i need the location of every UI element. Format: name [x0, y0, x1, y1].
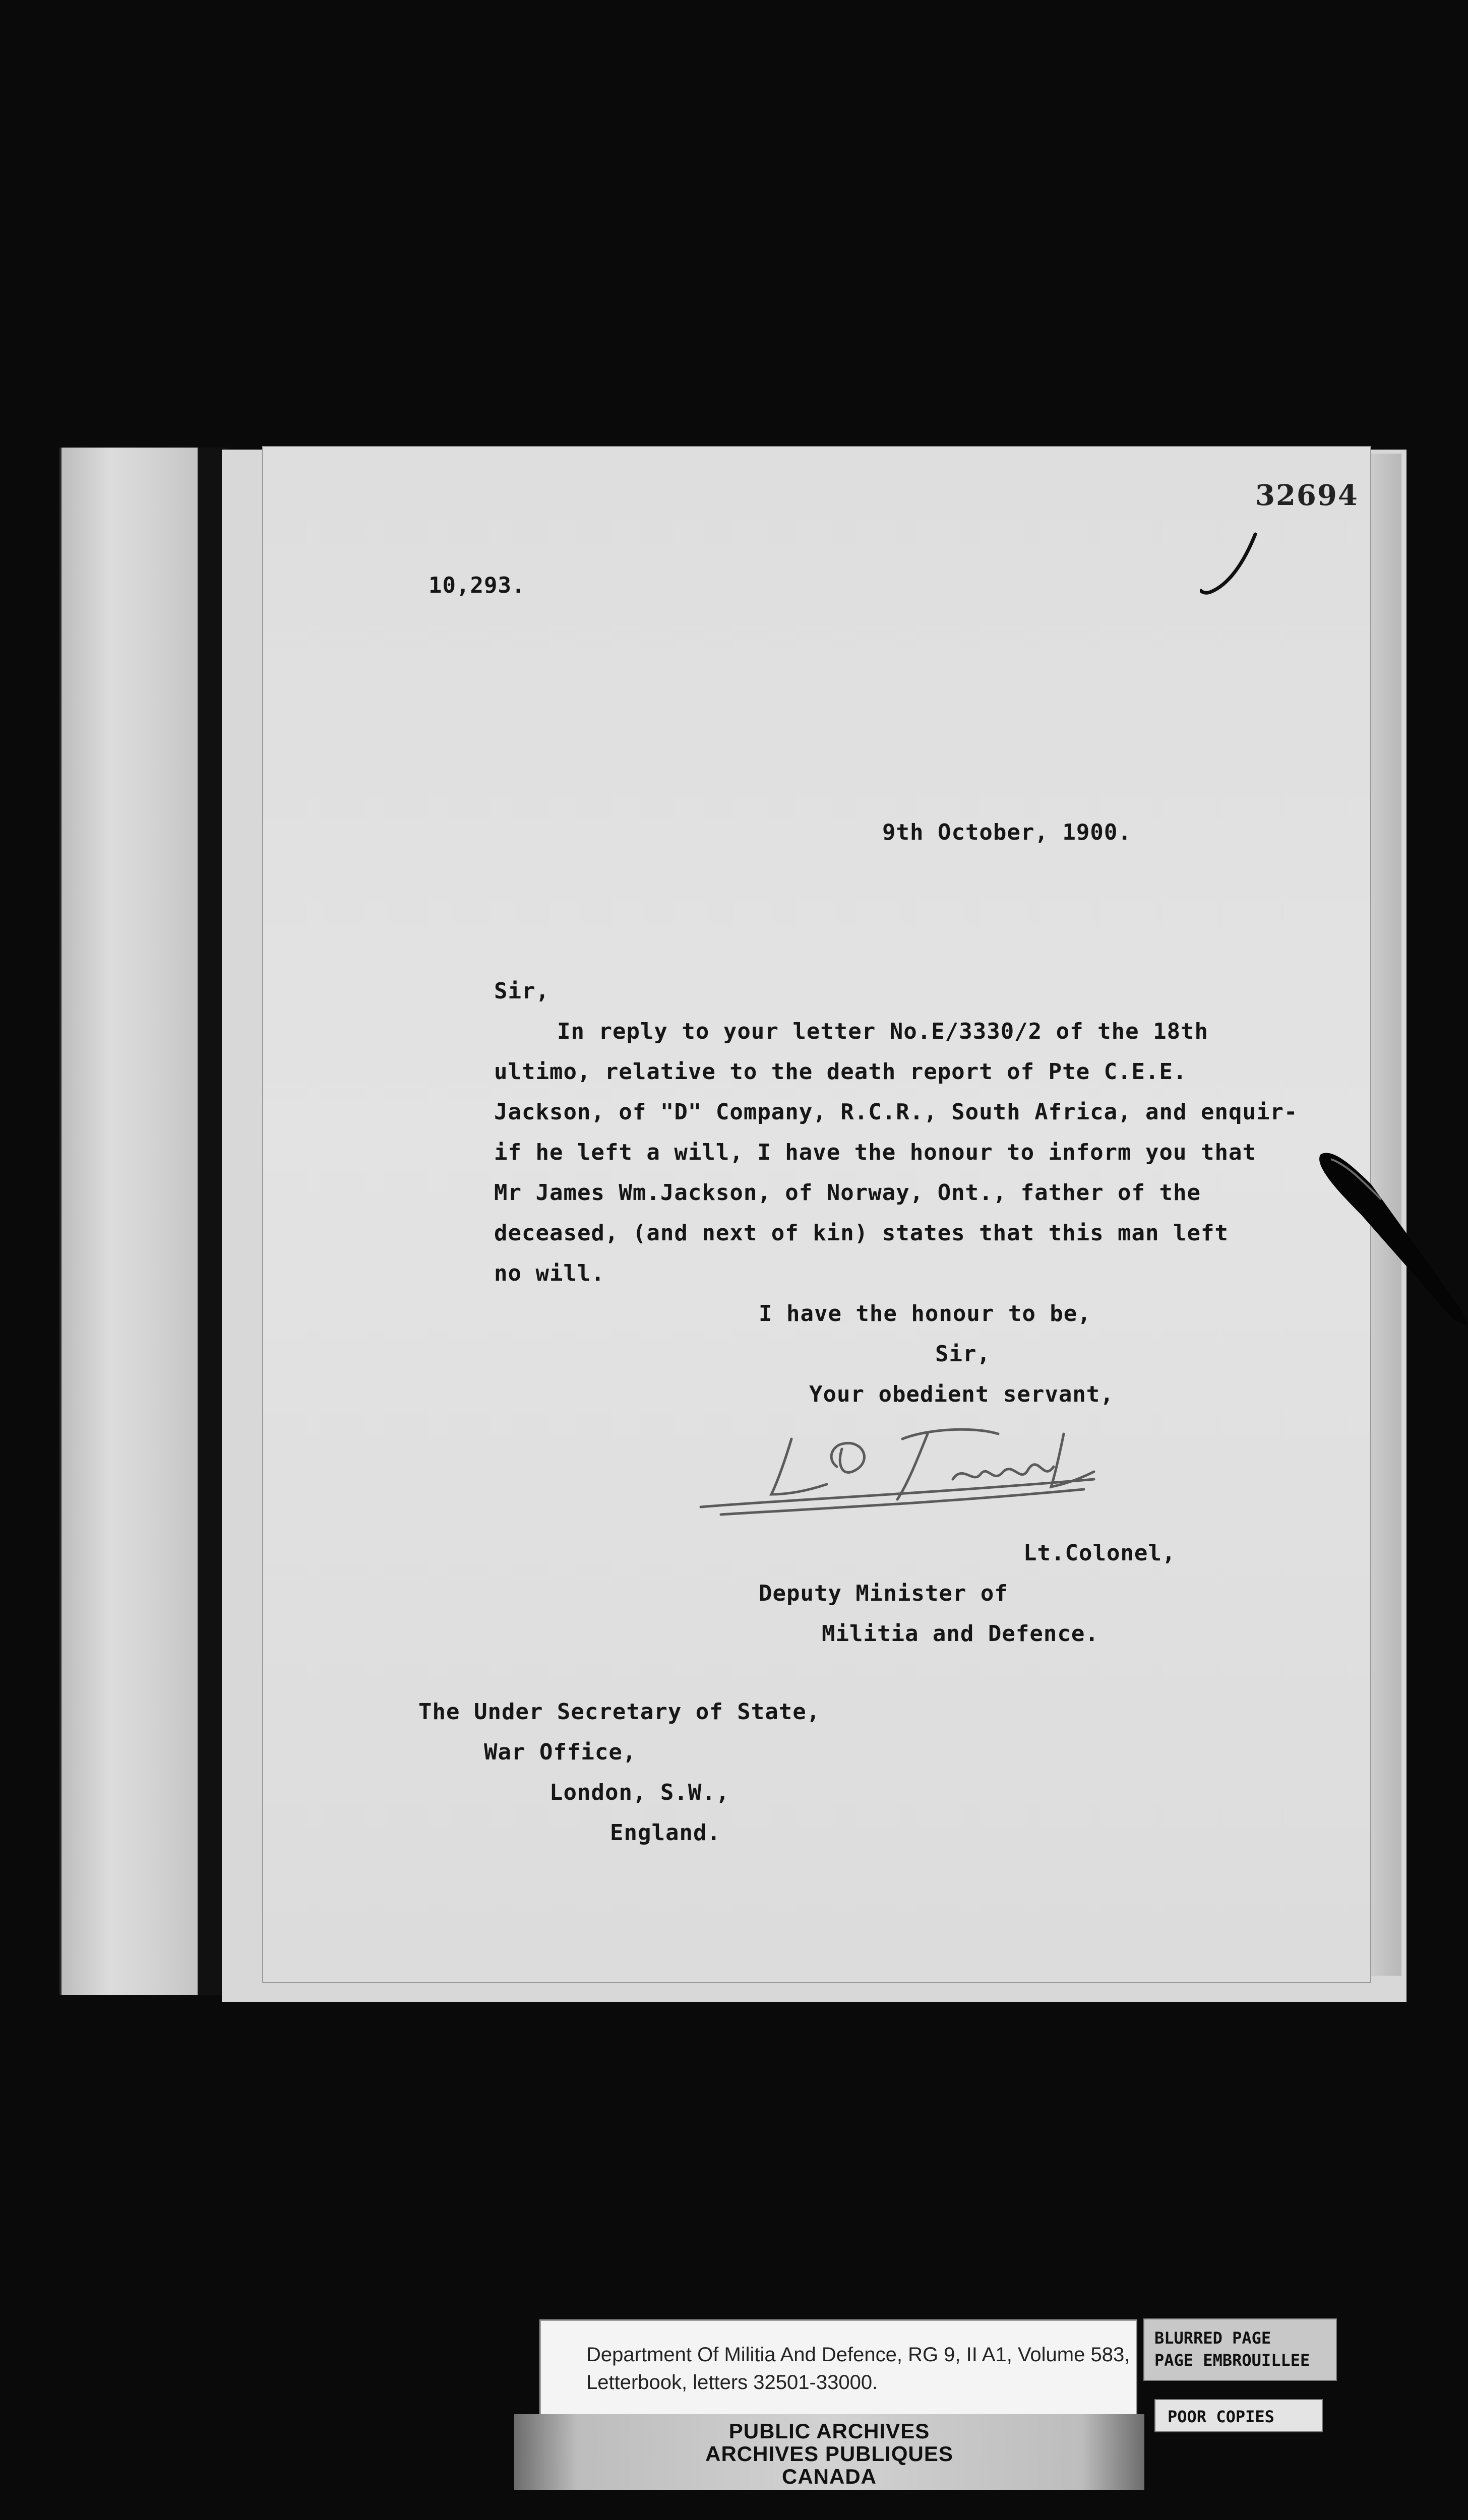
closing-line: Your obedient servant,: [809, 1381, 1114, 1407]
blurred-page-label: [1143, 2318, 1337, 2381]
body-line: if he left a will, I have the honour to inform you that: [494, 1140, 1256, 1165]
poor-copies-text: POOR COPIES: [1168, 2407, 1274, 2426]
addressee-line: England.: [610, 1820, 721, 1846]
signatory-rank: Lt.Colonel,: [1023, 1540, 1176, 1566]
previous-page-strip: [59, 448, 199, 1995]
signatory-title-line: Deputy Minister of: [759, 1581, 1008, 1606]
closing-line: I have the honour to be,: [759, 1301, 1091, 1327]
signatory-title-line: Militia and Defence.: [822, 1621, 1099, 1647]
addressee-line: London, S.W.,: [549, 1780, 730, 1805]
archives-stamp-line: PUBLIC ARCHIVES: [728, 2419, 930, 2443]
blurred-label-line: BLURRED PAGE: [1154, 2328, 1271, 2348]
salutation: Sir,: [494, 978, 549, 1004]
closing-line: Sir,: [935, 1341, 991, 1367]
signature-image: [691, 1419, 1104, 1535]
body-line: no will.: [494, 1261, 605, 1286]
public-archives-stamp: [514, 2414, 1144, 2490]
addressee-line: War Office,: [484, 1739, 637, 1765]
file-reference: 10,293.: [429, 573, 526, 598]
body-line: In reply to your letter No.E/3330/2 of the 18th: [557, 1019, 1209, 1044]
body-line: ultimo, relative to the death report of Pte C.E.E.: [494, 1059, 1187, 1085]
archive-reference-label: [539, 2319, 1137, 2423]
body-line: deceased, (and next of kin) states that this man left: [494, 1220, 1229, 1246]
frame-number: 32694: [1255, 479, 1359, 512]
letter-page: [262, 446, 1371, 1983]
addressee-line: The Under Secretary of State,: [418, 1699, 821, 1725]
archive-label-line: Department Of Militia And Defence, RG 9, II A1, Volume 583,: [586, 2344, 1130, 2366]
archives-stamp-line: CANADA: [782, 2465, 877, 2488]
poor-copies-label: [1154, 2399, 1323, 2432]
pen-tip-icon: [1311, 1144, 1468, 1326]
archives-stamp-line: ARCHIVES PUBLIQUES: [705, 2442, 953, 2466]
blurred-label-line: PAGE EMBROUILLEE: [1154, 2351, 1310, 2370]
body-line: Jackson, of "D" Company, R.C.R., South Africa, and enquir-: [494, 1099, 1298, 1125]
archive-label-line: Letterbook, letters 32501-33000.: [586, 2371, 878, 2393]
check-mark-icon: [1200, 529, 1260, 605]
body-line: Mr James Wm.Jackson, of Norway, Ont., father of the: [494, 1180, 1201, 1206]
letter-date: 9th October, 1900.: [882, 820, 1132, 845]
